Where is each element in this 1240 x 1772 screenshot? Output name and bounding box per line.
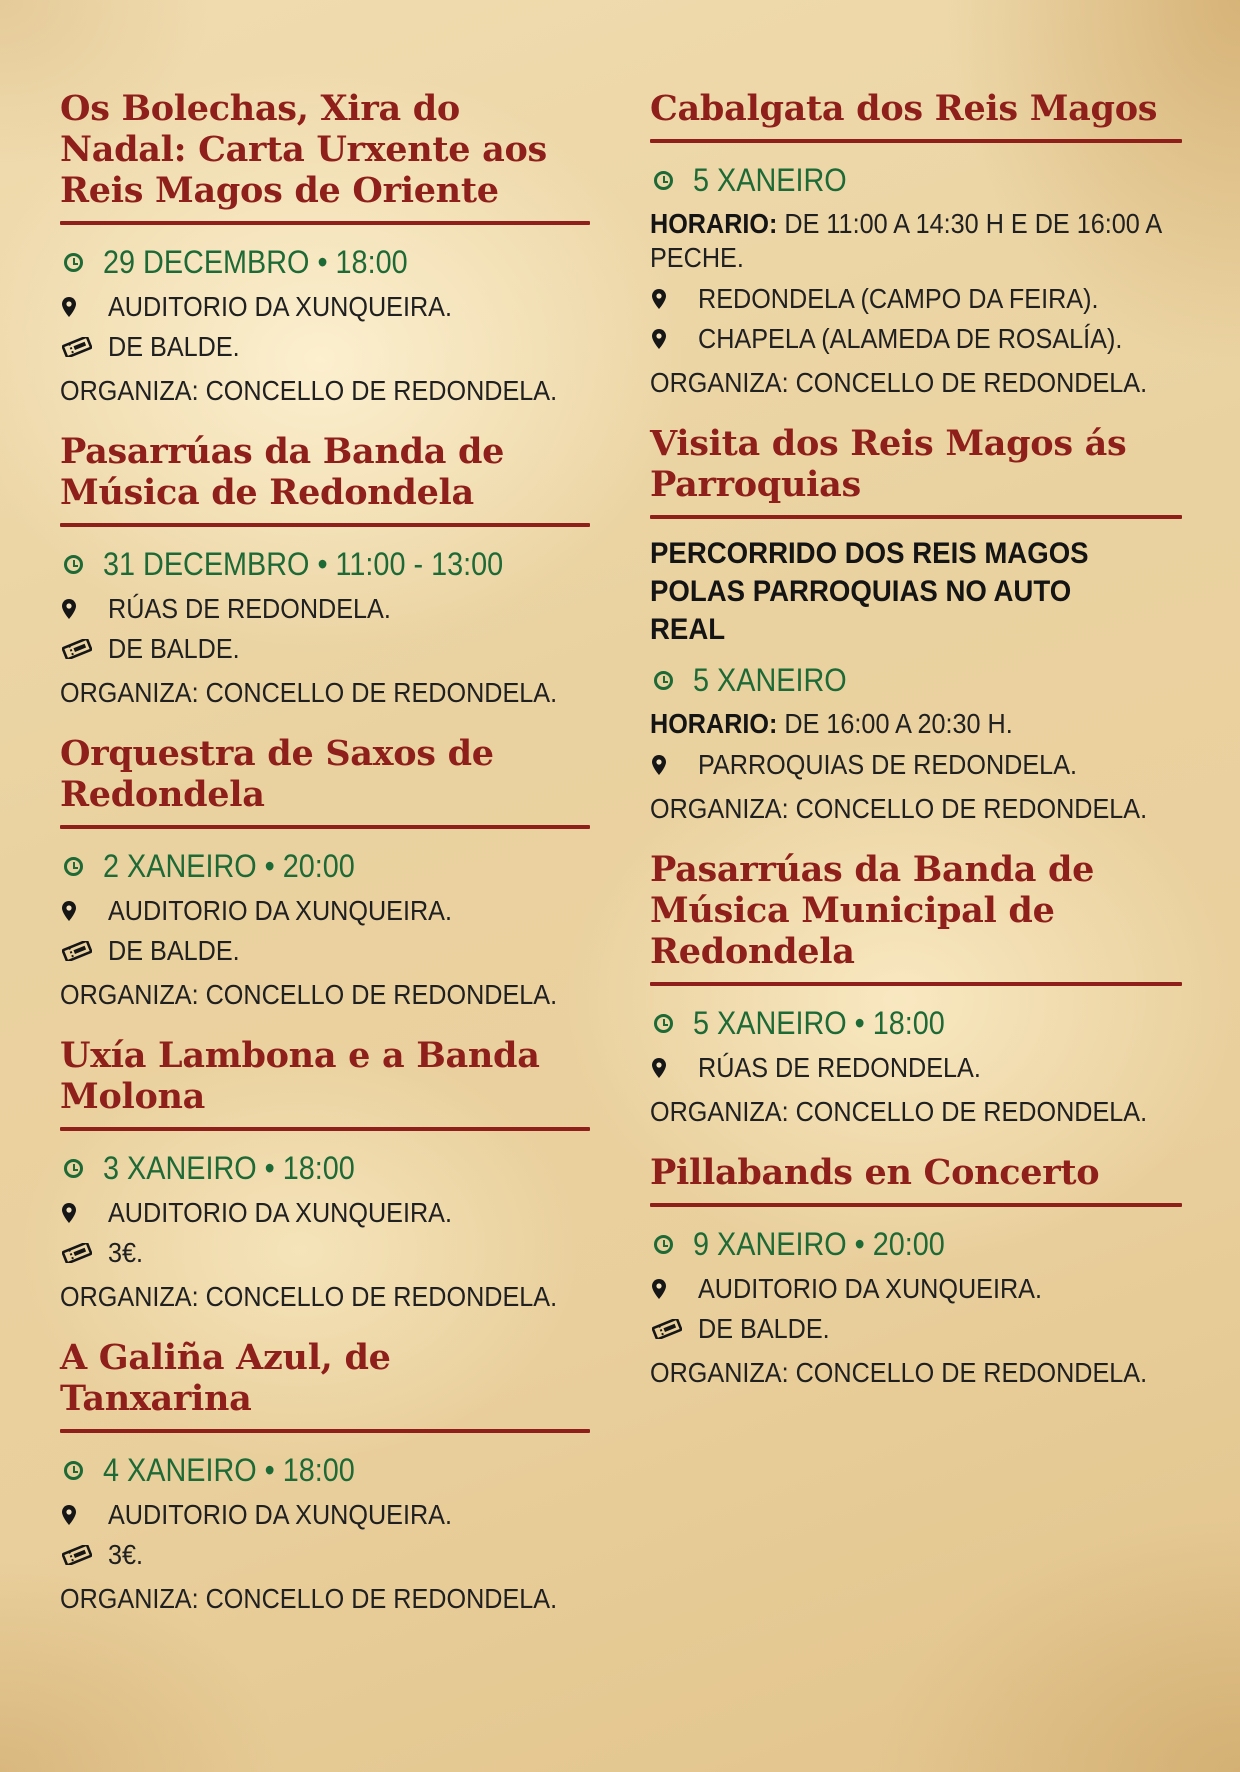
ticket-icon [60, 639, 108, 659]
event-organizer: ORGANIZA: CONCELLO DE REDONDELA. [60, 979, 558, 1010]
title-divider [60, 1127, 590, 1131]
event-price [60, 631, 590, 667]
event-price-text: DE BALDE. [108, 633, 240, 664]
event-date-text: 5 XANEIRO [693, 662, 847, 698]
event-price [60, 933, 590, 969]
clock-icon [654, 671, 673, 690]
event-date [650, 159, 1182, 201]
event-date [650, 1002, 1182, 1044]
clock-icon [64, 253, 83, 272]
clock-icon [64, 857, 83, 876]
event-title: Cabalgata dos Reis Magos [650, 88, 1158, 129]
ticket-icon [60, 1545, 108, 1565]
pin-icon [60, 297, 108, 317]
right-column [650, 88, 1182, 1411]
event-organizer: ORGANIZA: CONCELLO DE REDONDELA. [650, 793, 1148, 824]
event-price [60, 1235, 590, 1271]
title-divider [60, 825, 590, 829]
clock-icon [64, 1461, 83, 1480]
event-organizer: ORGANIZA: CONCELLO DE REDONDELA. [60, 677, 558, 708]
event-title: Pillabands en Concerto [650, 1152, 1100, 1193]
title-divider [650, 1203, 1182, 1207]
event-date [60, 241, 590, 283]
event-price [60, 329, 590, 365]
event-date-text: 4 XANEIRO • 18:00 [103, 1452, 355, 1488]
event-place-text: RÚAS DE REDONDELA. [698, 1052, 981, 1083]
event-card [60, 1337, 590, 1617]
event-place [60, 1195, 590, 1231]
event-card [650, 849, 1182, 1130]
event-card [60, 733, 590, 1013]
event-card [650, 423, 1182, 827]
event-date-text: 29 DECEMBRO • 18:00 [103, 244, 408, 280]
event-place-text: PARROQUIAS DE REDONDELA. [698, 749, 1078, 780]
event-date [60, 543, 590, 585]
event-place [60, 893, 590, 929]
event-organizer: ORGANIZA: CONCELLO DE REDONDELA. [60, 375, 558, 406]
event-place-text: AUDITORIO DA XUNQUEIRA. [698, 1273, 1042, 1304]
event-place-text: REDONDELA (CAMPO DA FEIRA). [698, 283, 1099, 314]
event-price-text: 3€. [108, 1237, 144, 1268]
clock-icon [64, 555, 83, 574]
pin-icon [650, 329, 698, 349]
event-date [650, 659, 1182, 701]
schedule-text: DE 16:00 A 20:30 H. [784, 708, 1013, 739]
title-divider [60, 523, 590, 527]
event-title: Pasarrúas da Banda de Música de Redondela [60, 431, 505, 513]
title-divider [650, 139, 1182, 143]
event-title: Visita dos Reis Magos ás Parroquias [650, 423, 1127, 505]
event-schedule [650, 207, 1181, 275]
event-place [60, 1497, 590, 1533]
event-organizer: ORGANIZA: CONCELLO DE REDONDELA. [60, 1281, 558, 1312]
event-price [650, 1311, 1182, 1347]
event-title: A Galiña Azul, de Tanxarina [60, 1337, 391, 1419]
event-card [650, 1152, 1182, 1391]
event-organizer: ORGANIZA: CONCELLO DE REDONDELA. [650, 1096, 1148, 1127]
event-place-text: CHAPELA (ALAMEDA DE ROSALÍA). [698, 323, 1123, 354]
event-date-text: 31 DECEMBRO • 11:00 - 13:00 [103, 546, 504, 582]
event-date-text: 3 XANEIRO • 18:00 [103, 1150, 355, 1186]
event-organizer: ORGANIZA: CONCELLO DE REDONDELA. [60, 1583, 558, 1614]
ticket-icon [650, 1319, 698, 1339]
clock-icon [654, 1235, 673, 1254]
schedule-text: DE 11:00 A 14:30 H E DE 16:00 A PECHE. [650, 208, 1161, 273]
event-place [650, 1271, 1182, 1307]
pin-icon [60, 901, 108, 921]
event-date-text: 5 XANEIRO • 18:00 [693, 1005, 945, 1041]
event-price [60, 1537, 590, 1573]
event-date-text: 5 XANEIRO [693, 162, 847, 198]
pin-icon [60, 1203, 108, 1223]
clock-icon [64, 1159, 83, 1178]
event-place-text: RÚAS DE REDONDELA. [108, 593, 391, 624]
event-date [60, 1147, 590, 1189]
pin-icon [60, 599, 108, 619]
clock-icon [654, 171, 673, 190]
event-place-text: AUDITORIO DA XUNQUEIRA. [108, 1499, 452, 1530]
clock-icon [654, 1014, 673, 1033]
event-title: Uxía Lambona e a Banda Molona [60, 1035, 540, 1117]
pin-icon [650, 289, 698, 309]
pin-icon [60, 1505, 108, 1525]
event-date [60, 845, 590, 887]
event-place [650, 747, 1182, 783]
event-place-text: AUDITORIO DA XUNQUEIRA. [108, 291, 452, 322]
schedule-label: HORARIO: [650, 208, 778, 239]
ticket-icon [60, 337, 108, 357]
event-card [650, 88, 1182, 401]
event-price-text: DE BALDE. [108, 935, 240, 966]
event-title: Os Bolechas, Xira do Nadal: Carta Urxente aos Reis Magos de Oriente [60, 88, 547, 211]
event-title: Pasarrúas da Banda de Música Municipal de Redondela [650, 849, 1095, 972]
event-price-text: 3€. [108, 1539, 144, 1570]
event-place [60, 289, 590, 325]
left-column [60, 88, 590, 1637]
event-subheading: PERCORRIDO DOS REIS MAGOS POLAS PARROQUIAS NO AUTO REAL [650, 537, 1089, 646]
event-schedule [650, 707, 1181, 741]
schedule-label: HORARIO: [650, 708, 778, 739]
ticket-icon [60, 941, 108, 961]
title-divider [60, 221, 590, 225]
event-organizer: ORGANIZA: CONCELLO DE REDONDELA. [650, 1357, 1148, 1388]
event-price-text: DE BALDE. [108, 331, 240, 362]
event-place-text: AUDITORIO DA XUNQUEIRA. [108, 1197, 452, 1228]
ticket-icon [60, 1243, 108, 1263]
event-place [60, 591, 590, 627]
event-card [60, 88, 590, 409]
event-place-2 [650, 321, 1182, 357]
event-date [60, 1449, 590, 1491]
event-date-text: 9 XANEIRO • 20:00 [693, 1226, 945, 1262]
event-title: Orquestra de Saxos de Redondela [60, 733, 494, 815]
event-price-text: DE BALDE. [698, 1313, 830, 1344]
event-card [60, 1035, 590, 1315]
event-date-text: 2 XANEIRO • 20:00 [103, 848, 355, 884]
pin-icon [650, 1279, 698, 1299]
event-place [650, 281, 1182, 317]
pin-icon [650, 755, 698, 775]
title-divider [60, 1429, 590, 1433]
event-organizer: ORGANIZA: CONCELLO DE REDONDELA. [650, 367, 1148, 398]
event-date [650, 1223, 1182, 1265]
pin-icon [650, 1058, 698, 1078]
title-divider [650, 515, 1182, 519]
title-divider [650, 982, 1182, 986]
event-place [650, 1050, 1182, 1086]
event-card [60, 431, 590, 711]
event-place-text: AUDITORIO DA XUNQUEIRA. [108, 895, 452, 926]
